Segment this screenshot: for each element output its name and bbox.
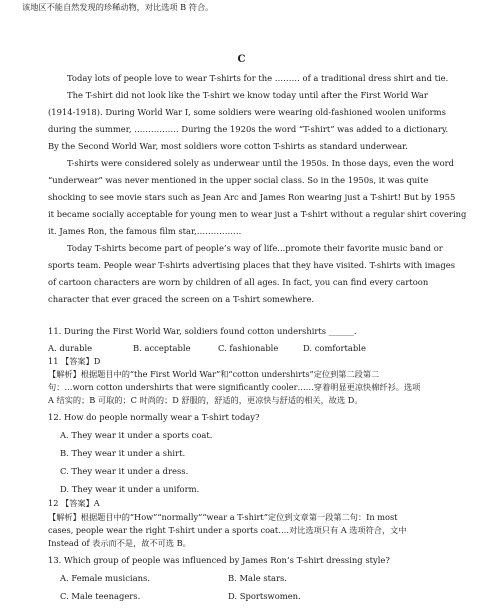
passage-line: (1914-1918). During World War I, some soldiers were wearing old-fashioned woolen uniforms [48,107,446,117]
q12-answer: 12 【答案】A [48,498,100,508]
passage-line: character that ever graced the screen on a T-shirt somewhere. [48,294,315,304]
q11-option-d: D. comfortable [303,343,366,353]
q12-option-a: A. They wear it under a sports coat. [60,430,213,440]
passage-line: The T-shirt did not look like the T-shirt we know today until after the First World War [67,90,428,100]
q11-analysis-line: 【解析】根据题目中的“the First World War”和“cotton undershirts”定位到第二段第二 [48,369,380,379]
q12-analysis-line: cases, people wear the right T-shirt under a sports coat….对比选项只有 A 选项符合，文中 [48,525,407,535]
question-11-stem: 11. During the First World War, soldiers found cotton undershirts ______. [48,326,357,336]
q11-option-c: C. fashionable [218,343,279,353]
question-13-stem: 13. Which group of people was influenced by James Ron’s T-shirt dressing style? [48,555,390,565]
passage-line: Today lots of people love to wear T-shirts for the ……… of a traditional dress shirt and tie. [67,73,449,83]
q11-analysis-line: A 结实的；B 可取的；C 时尚的；D 舒服的，舒适的，更凉快与舒适的相关，故选 D。 [48,395,363,405]
q13-option-c: C. Male teenagers. [60,591,141,601]
q11-option-a: A. durable [48,343,93,353]
passage-line: T-shirts were considered solely as underwear until the 1950s. In those days, even the word [67,158,455,168]
q11-answer: 11 【答案】D [48,356,101,366]
passage-line: during the summer, ……………. During the 1920s the word “T-shirt” was added to a dictionary. [48,124,449,134]
passage-line: it became socially acceptable for young men to wear just a T-shirt without a regular shirt covering [48,209,467,219]
passage-line: By the Second World War, most soldiers wore cotton T-shirts as standard underwear. [48,141,408,151]
q12-analysis-line: Instead of 表示而不是，故不可选 B。 [48,538,191,548]
q12-option-b: B. They wear it under a shirt. [60,448,186,458]
q13-option-d: D. Sportswomen. [228,591,301,601]
q13-option-a: A. Female musicians. [60,573,150,583]
passage-line: shocking to see movie stars such as Jean Arc and James Ron wearing just a T-shirt! But by 1955 [48,192,456,202]
passage-line: sports team. People wear T-shirts advertising places that they have visited. T-shirts with images [48,260,456,270]
question-12-stem: 12. How do people normally wear a T-shirt today? [48,412,260,422]
passage-line: Today T-shirts become part of people’s way of life...promote their favorite music band or [67,243,443,253]
passage-line: of cartoon characters are worn by children of all ages. In fact, you can find every cartoon [48,277,429,287]
passage-line: “underwear” was never mentioned in the upper social class. So in the 1950s, it was quite [48,175,429,185]
section-title: C [237,54,246,65]
q12-analysis-line: 【解析】根据题目中的“How”“normally”“wear a T-shirt”定位到文章第一段第二句：In most [48,512,398,522]
q11-option-b: B. acceptable [133,343,191,353]
q12-option-c: C. They wear it under a dress. [60,466,189,476]
q13-option-b: B. Male stars. [228,573,287,583]
passage-line: it. James Ron, the famous film star,……………. [48,226,242,236]
q12-option-d: D. They wear it under a uniform. [60,484,200,494]
q11-analysis-line: 句：…worn cotton undershirts that were significantly cooler……穿着明显更凉快棉纤衫。选项 [48,382,421,392]
top-note: 该地区不能自然发现的珍稀动物，对比选项 B 符合。 [22,2,214,12]
